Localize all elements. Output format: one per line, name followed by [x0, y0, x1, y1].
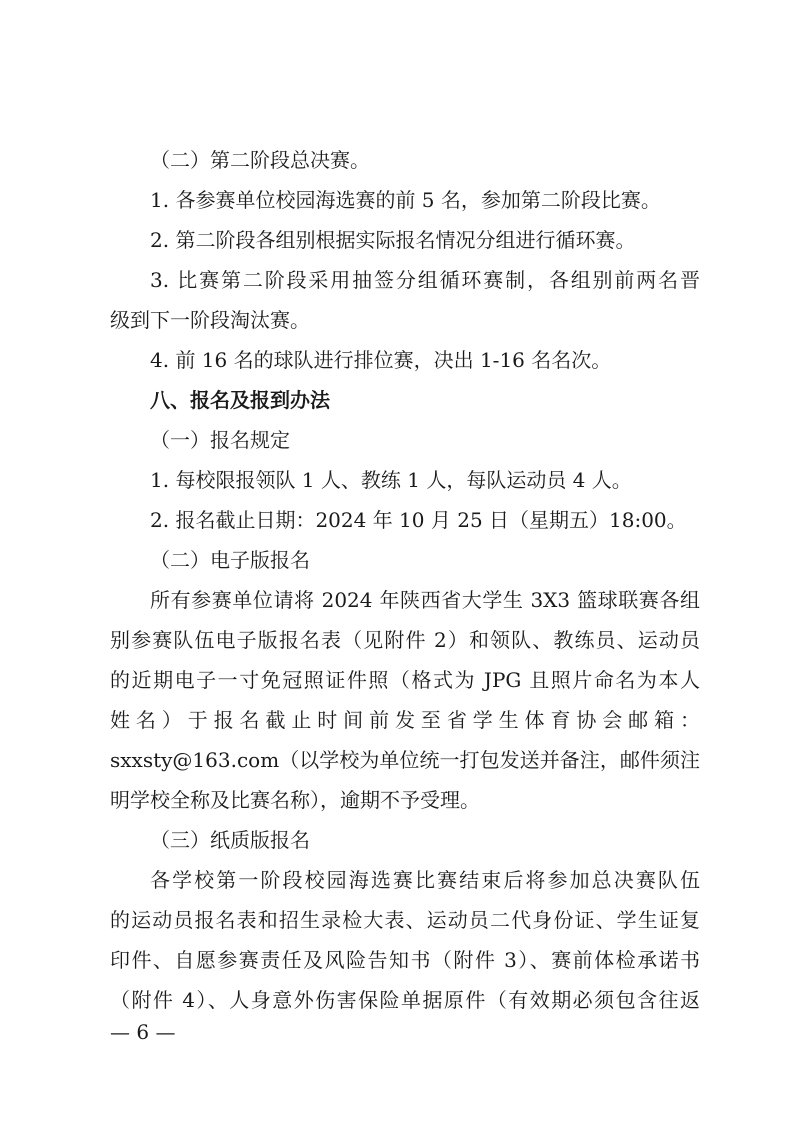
- sub-2-para-line: 所有参赛单位请将 2024 年陕西省大学生 3X3 篮球联赛各组: [150, 588, 700, 612]
- sub-2-para-line: 姓名）于报名截止时间前发至省学生体育协会邮箱：: [110, 708, 700, 732]
- section-2-item-4: 4. 前 16 名的球队进行排位赛，决出 1-16 名名次。: [150, 348, 612, 372]
- sub-3-para-line: 各学校第一阶段校园海选赛比赛结束后将参加总决赛队伍: [150, 868, 700, 892]
- section-2-item-2: 2. 第二阶段各组别根据实际报名情况分组进行循环赛。: [150, 228, 636, 252]
- section-2-item-1: 1. 各参赛单位校园海选赛的前 5 名，参加第二阶段比赛。: [150, 188, 661, 212]
- sub-3-heading: （三）纸质版报名: [150, 828, 310, 852]
- sub-1-item-1: 1. 每校限报领队 1 人、教练 1 人，每队运动员 4 人。: [150, 468, 632, 492]
- section-2-heading: （二）第二阶段总决赛。: [150, 148, 370, 172]
- sub-3-para-line: 印件、自愿参赛责任及风险告知书（附件 3）、赛前体检承诺书: [110, 948, 700, 972]
- sub-2-para-line: sxxsty@163.com（以学校为单位统一打包发送并备注，邮件须注: [110, 748, 700, 772]
- sub-1-heading: （一）报名规定: [150, 428, 290, 452]
- sub-3-para-line: 的运动员报名表和招生录检大表、运动员二代身份证、学生证复: [110, 908, 700, 932]
- sub-3-para-line: （附件 4）、人身意外伤害保险单据原件（有效期必须包含往返: [110, 988, 700, 1012]
- section-2-item-3-line-1: 3. 比赛第二阶段采用抽签分组循环赛制，各组别前两名晋: [150, 268, 700, 292]
- sub-2-para-line: 明学校全称及比赛名称），逾期不予受理。: [110, 788, 480, 812]
- section-8-heading: 八、报名及报到办法: [150, 388, 330, 412]
- sub-2-heading: （二）电子版报名: [150, 548, 310, 572]
- section-2-item-3-line-2: 级到下一阶段淘汰赛。: [110, 308, 310, 332]
- sub-2-para-line: 的近期电子一寸免冠照证件照（格式为 JPG 且照片命名为本人: [110, 668, 700, 692]
- sub-1-item-2: 2. 报名截止日期：2024 年 10 月 25 日（星期五）18:00。: [150, 508, 687, 532]
- page-number: — 6 —: [110, 1020, 176, 1044]
- sub-2-para-line: 别参赛队伍电子版报名表（见附件 2）和领队、教练员、运动员: [110, 628, 700, 652]
